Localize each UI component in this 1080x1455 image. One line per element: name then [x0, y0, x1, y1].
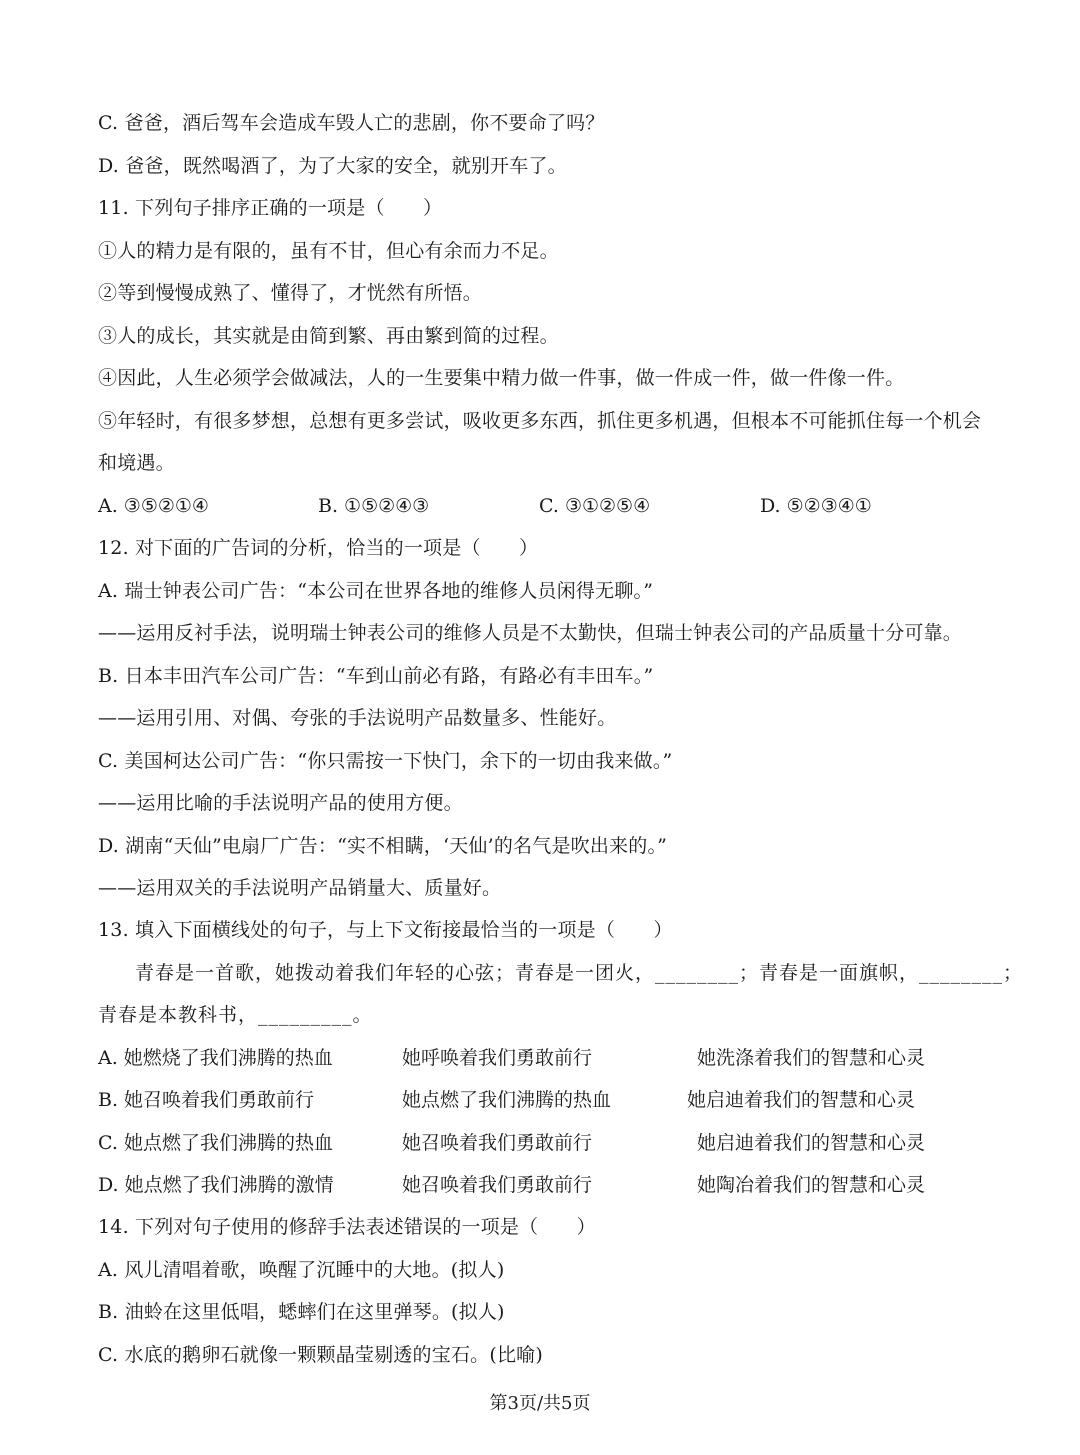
- q13-option-c-part-3: 她启迪着我们的智慧和心灵: [697, 1132, 926, 1154]
- q14-option-a: A. 风儿清唱着歌，唤醒了沉睡中的大地。(拟人): [98, 1259, 505, 1281]
- q12-option-a: A. 瑞士钟表公司广告：“本公司在世界各地的维修人员闲得无聊。”: [98, 580, 654, 602]
- q13-stem: 13. 填入下面横线处的句子，与上下文衔接最恰当的一项是（ ）: [98, 919, 673, 941]
- q11-sentence-5-cont: 和境遇。: [98, 452, 175, 474]
- q11-option-b: B. ①⑤②④③: [318, 495, 430, 517]
- q12-option-d: D. 湖南“天仙”电扇厂广告：“实不相瞒，‘天仙’的名气是吹出来的。”: [98, 835, 668, 857]
- q13-option-a-part-2: 她呼唤着我们勇敢前行: [402, 1047, 593, 1069]
- q12-option-b-analysis: ——运用引用、对偶、夸张的手法说明产品数量多、性能好。: [98, 707, 617, 729]
- q11-sentence-3: ③人的成长，其实就是由简到繁、再由繁到简的过程。: [98, 325, 559, 347]
- q13-option-d-part-1: D. 她点燃了我们沸腾的激情: [98, 1174, 334, 1196]
- q10-option-c: C. 爸爸，酒后驾车会造成车毁人亡的悲剧，你不要命了吗？: [98, 112, 605, 134]
- q12-option-c: C. 美国柯达公司广告：“你只需按一下快门，余下的一切由我来做。”: [98, 750, 673, 772]
- q13-option-b-part-3: 她启迪着我们的智慧和心灵: [687, 1089, 916, 1111]
- q12-option-b: B. 日本丰田汽车公司广告：“车到山前必有路，有路必有丰田车。”: [98, 665, 654, 687]
- q13-option-b-part-2: 她点燃了我们沸腾的热血: [402, 1089, 612, 1111]
- q13-option-c-part-1: C. 她点燃了我们沸腾的热血: [98, 1132, 333, 1154]
- q11-sentence-4: ④因此，人生必须学会做减法，人的一生要集中精力做一件事，做一件成一件，做一件像一件。: [98, 367, 905, 389]
- q14-option-b: B. 油蛉在这里低唱，蟋蟀们在这里弹琴。(拟人): [98, 1301, 505, 1323]
- q11-sentence-1: ①人的精力是有限的，虽有不甘，但心有余而力不足。: [98, 240, 559, 262]
- q13-option-a-part-3: 她洗涤着我们的智慧和心灵: [697, 1047, 926, 1069]
- q13-option-d-part-3: 她陶冶着我们的智慧和心灵: [697, 1174, 926, 1196]
- q13-option-c-part-2: 她召唤着我们勇敢前行: [402, 1132, 593, 1154]
- q11-option-a: A. ③⑤②①④: [98, 495, 209, 517]
- q11-option-d: D. ⑤②③④①: [760, 495, 872, 517]
- q13-option-a-part-1: A. 她燃烧了我们沸腾的热血: [98, 1047, 333, 1069]
- page-number: 第3页/共5页: [489, 1393, 591, 1414]
- q13-option-b-part-1: B. 她召唤着我们勇敢前行: [98, 1089, 315, 1111]
- q11-sentence-5: ⑤年轻时，有很多梦想，总想有更多尝试，吸收更多东西，抓住更多机遇，但根本不可能抓住每一个机会: [98, 410, 982, 432]
- q13-passage-cont: 青春是本教科书，_________。: [98, 1004, 373, 1026]
- q11-stem: 11. 下列句子排序正确的一项是（ ）: [98, 197, 443, 219]
- q12-option-a-analysis: ——运用反衬手法，说明瑞士钟表公司的维修人员是不太勤快，但瑞士钟表公司的产品质量十分可靠。: [98, 622, 963, 644]
- q14-stem: 14. 下列对句子使用的修辞手法表述错误的一项是（ ）: [98, 1216, 596, 1238]
- q12-stem: 12. 对下面的广告词的分析，恰当的一项是（ ）: [98, 537, 539, 559]
- q12-option-d-analysis: ——运用双关的手法说明产品销量大、质量好。: [98, 877, 502, 899]
- q10-option-d: D. 爸爸，既然喝酒了，为了大家的安全，就别开车了。: [98, 155, 567, 177]
- q13-passage: 青春是一首歌，她拨动着我们年轻的心弦；青春是一团火，________；青春是一面旗帜，________；: [135, 962, 1024, 984]
- q14-option-c: C. 水底的鹅卵石就像一颗颗晶莹剔透的宝石。(比喻): [98, 1344, 543, 1366]
- q13-option-d-part-2: 她召唤着我们勇敢前行: [402, 1174, 593, 1196]
- q12-option-c-analysis: ——运用比喻的手法说明产品的使用方便。: [98, 792, 463, 814]
- q11-option-c: C. ③①②⑤④: [539, 495, 651, 517]
- q11-sentence-2: ②等到慢慢成熟了、懂得了，才恍然有所悟。: [98, 282, 483, 304]
